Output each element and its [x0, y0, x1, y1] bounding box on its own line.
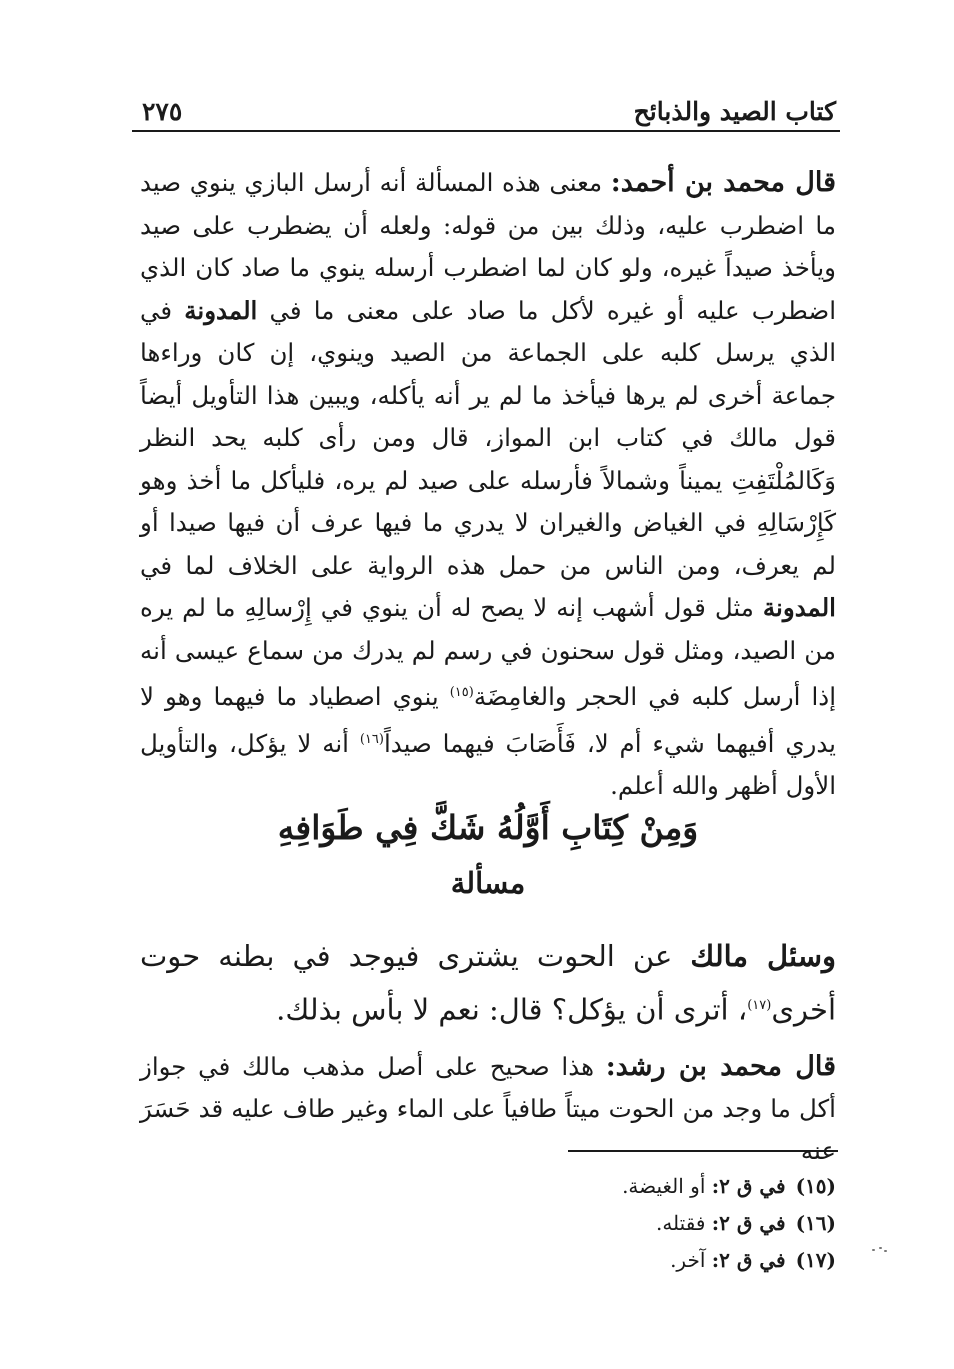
paragraph-text: أنه لا يؤكل، والتأويل الأول أظهر والله أعلم. [140, 728, 836, 801]
footnote-marker: (١٥) [449, 685, 474, 700]
page-number: ٢٧٥ [142, 97, 183, 126]
footnote-item [140, 1242, 836, 1279]
footnote-text: أو الغيضة. [622, 1174, 712, 1198]
footnote-marker: (١٧) [747, 998, 772, 1013]
footnote-number: (١٥) [795, 1174, 836, 1198]
question-heading: مسألة [450, 866, 526, 900]
footnote-rule [568, 1150, 838, 1152]
footnote-text: فقتله. [655, 1211, 712, 1235]
scan-speck [872, 1247, 888, 1253]
question-text: ، أترى أن يؤكل؟ قال: نعم لا بأس بذلك. [276, 992, 748, 1027]
paragraph-text: معنى هذه المسألة أنه أرسل البازي ينوي صيد ما اضطرب عليه، وذلك بين من قوله: ولعله أن يضطرب على صيد ويأخذ صيداً غيره، ولو كان لما اضطرب أرسله ينوي ما صاد كان الذي اضطرب عليه أو غيره لأكل ما صاد على معنى ما في [140, 168, 837, 325]
paragraph-text: في الذي يرسل كلبه على الجماعة من الصيد وينوي، إن كان وراءها جماعة أخرى لم يرها فيأخذ ما لم ير أنه يأكله، ويبين هذا التأويل أيضاً قول مالك في كتاب ابن المواز، قال ومن رأى كلبه يحد النظر وَكَالمُلْتَفِتِ يميناً وشمالاً فأرسله على صيد لم يره، فليأكل ما أخذ وهو كَإِرْسَالِهِ في الغياض والغيران لا يدري ما فيها عرف أن فيها صيدا أو لم يعرف، ومن الناس من حمل هذه الرواية على الخلاف لما في [140, 295, 836, 580]
question-lead: وسئل مالك [690, 939, 836, 973]
footnote-item [140, 1205, 836, 1242]
section-heading: وَمِنْ كِتَابِ أَوَّلُهُ شَكَّ فِي طَوَافِهِ [277, 808, 699, 847]
paragraph-text: ينوي اصطياد ما فيهما وهو لا يدري أفيهما شيء أم لا، فَأَصَابَ فيهما صيداً [140, 682, 837, 758]
footnote-item [140, 1168, 836, 1205]
running-header [142, 86, 836, 126]
running-title: كتاب الصيد والذبائح [633, 97, 836, 126]
footnote-marker: (١٦) [359, 731, 384, 747]
footnote-number: (١٦) [795, 1211, 836, 1235]
header-rule [132, 130, 840, 132]
speaker-label: قال محمد بن رشد: [605, 1051, 837, 1082]
footnotes [140, 1168, 836, 1279]
speaker-label: قال محمد بن أحمد: [610, 167, 836, 198]
paragraph-text: مثل قول أشهب إنه لا يصح له أن ينوي في إِرْسالِهِ ما لم يره من الصيد، ومثل قول سحنون في رسم لم يدرك من سماع عيسى أنه إذا أرسل كلبه في الحجر والغامِضَة [140, 593, 836, 712]
question-text: عن الحوت يشترى فيوجد في بطنه حوت أخرى [140, 939, 836, 1027]
footnote-reference: في ق ٢: [711, 1174, 786, 1198]
footnote-number: (١٧) [795, 1248, 836, 1272]
question-paragraph [140, 932, 836, 1035]
paragraph-text: هذا صحيح على أصل مذهب مالك في جواز أكل ما وجد من الحوت ميتاً طافياً على الماء وغير طاف عليه قد حَسَرَ عنه [140, 1052, 836, 1165]
footnote-reference: في ق ٢: [711, 1211, 786, 1235]
source-title: المدونة [762, 593, 836, 622]
source-title: المدونة [184, 295, 258, 325]
footnote-text: آخر. [670, 1248, 712, 1272]
footnote-reference: في ق ٢: [711, 1248, 786, 1272]
commentary-paragraph-1 [140, 162, 836, 808]
commentary-paragraph-2 [140, 1046, 836, 1172]
